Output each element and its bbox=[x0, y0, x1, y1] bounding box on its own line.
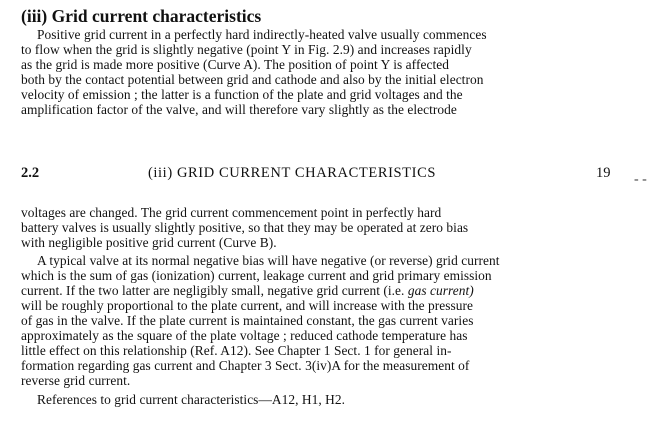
italic-term: gas current) bbox=[407, 283, 474, 298]
text-line: little effect on this relationship (Ref. A12). See Chapter 1 Sect. 1 for general in- bbox=[21, 343, 452, 358]
text-line: References to grid current characteristics—A12, H1, H2. bbox=[37, 392, 346, 407]
text-line: battery valves is usually slightly positive, so that they may be operated at zero bias bbox=[21, 220, 469, 235]
text-line: will be roughly proportional to the plate current, and will increase with the pressure bbox=[21, 298, 474, 313]
text-line: to flow when the grid is slightly negative (point Y in Fig. 2.9) and increases rapidly bbox=[21, 42, 472, 57]
text-line: formation regarding gas current and Chapter 3 Sect. 3(iv)A for the measurement of bbox=[21, 358, 470, 373]
text-line: as the grid is made more positive (Curve A). The position of point Y is affected bbox=[21, 57, 449, 72]
text-line: velocity of emission ; the latter is a function of the plate and grid voltages and the bbox=[21, 87, 463, 102]
running-head-title: (iii) GRID CURRENT CHARACTERISTICS bbox=[148, 165, 436, 181]
text-line: voltages are changed. The grid current commencement point in perfectly hard bbox=[21, 205, 442, 220]
text-line: which is the sum of gas (ionization) current, leakage current and grid primary emission bbox=[21, 268, 492, 283]
text-line: Positive grid current in a perfectly hard indirectly-heated valve usually commences bbox=[37, 27, 487, 42]
page-number: 19 bbox=[596, 165, 611, 181]
text-line bbox=[21, 283, 474, 298]
text-line: with negligible positive grid current (Curve B). bbox=[21, 235, 277, 250]
text-line: reverse grid current. bbox=[21, 373, 131, 388]
section-heading: (iii) Grid current characteristics bbox=[21, 6, 262, 26]
text-line: approximately as the square of the plate voltage ; reduced cathode temperature has bbox=[21, 328, 468, 343]
text-line: amplification factor of the valve, and will therefore vary slightly as the electrode bbox=[21, 102, 457, 117]
text-line: of gas in the valve. If the plate current is maintained constant, the gas current varies bbox=[21, 313, 474, 328]
text-line: both by the contact potential between grid and cathode and also by the initial electron bbox=[21, 72, 484, 87]
margin-mark: - - bbox=[634, 172, 647, 187]
text-fragment: current. If the two latter are negligibly small, negative grid current (i.e. bbox=[21, 283, 408, 298]
section-number: 2.2 bbox=[21, 165, 40, 181]
text-line: A typical valve at its normal negative bias will have negative (or reverse) grid current bbox=[37, 253, 500, 268]
